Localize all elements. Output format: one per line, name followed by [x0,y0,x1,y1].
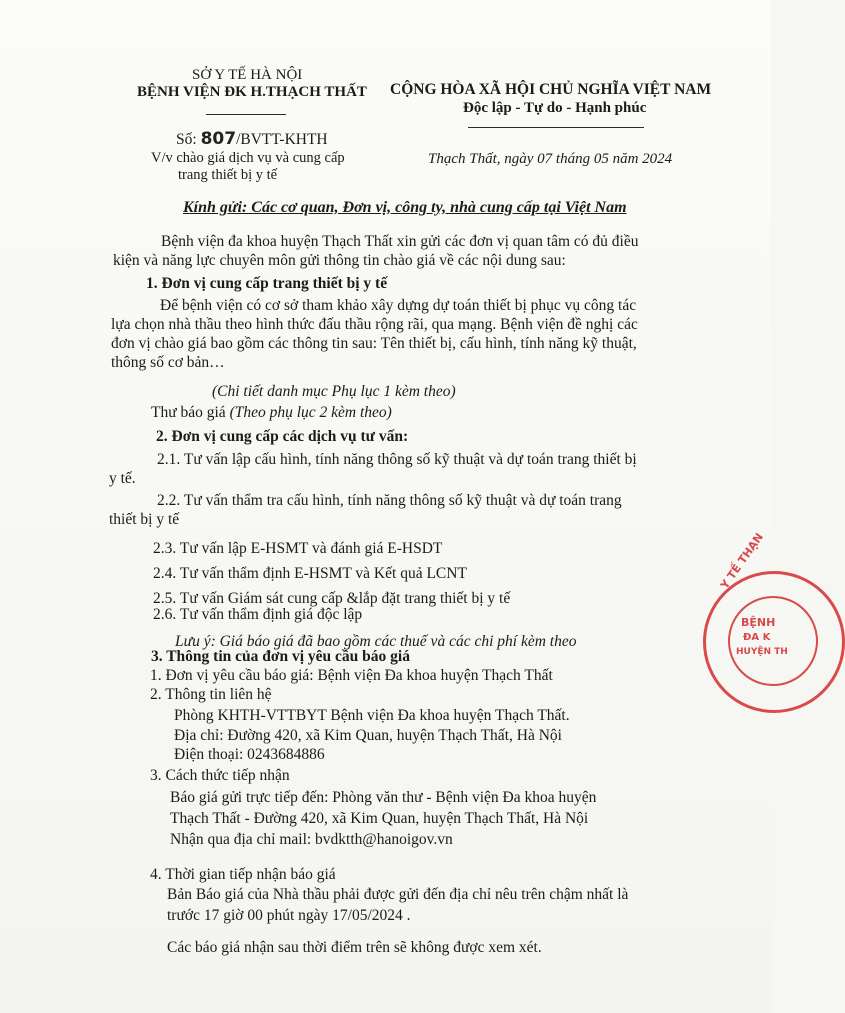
section-1-line-3: đơn vị chào giá bao gồm các thông tin sau: Tên thiết bị, cấu hình, tính năng kỹ thuật, [111,335,637,352]
stamp-text-3: HUYỆN TH [736,647,788,657]
receive-line-2: Thạch Thất - Đường 420, xã Kim Quan, huyện Thạch Thất, Hà Nội [170,810,589,827]
receive-email: Nhận qua địa chỉ mail: bvdktth@hanoigov.vn [170,831,453,848]
stamp-inner-ring [728,596,818,686]
time-line-2: trước 17 giờ 00 phút ngày 17/05/2024 . [167,907,411,924]
time-line-3: Các báo giá nhận sau thời điểm trên sẽ không được xem xét. [167,939,542,956]
section-1-note: (Chi tiết danh mục Phụ lục 1 kèm theo) [212,383,456,400]
section-2-note: Lưu ý: Giá báo giá đã bao gồm các thuế và các chi phí kèm theo [175,633,577,650]
subject-line-1: V/v chào giá dịch vụ và cung cấp [151,150,345,166]
info-item-1: 1. Đơn vị yêu cầu báo giá: Bệnh viện Đa khoa huyện Thạch Thất [150,667,553,684]
stamp-text-2: ĐA K [743,632,771,643]
stamp-top-text: Y TẾ THẠN [718,530,766,592]
ministry-name: SỞ Y TẾ HÀ NỘI [192,67,303,83]
section-2-title: 2. Đơn vị cung cấp các dịch vụ tư vấn: [156,428,409,445]
number-prefix: Số: [176,131,197,148]
contact-department: Phòng KHTH-VTTBYT Bệnh viện Đa khoa huyện Thạch Thất. [174,707,570,724]
handwritten-number: 807 [200,129,237,149]
info-item-4: 4. Thời gian tiếp nhận báo giá [150,866,336,883]
service-2-1-line-1: 2.1. Tư vấn lập cấu hình, tính năng thông số kỹ thuật và dự toán trang thiết bị [157,451,637,468]
service-2-6: 2.6. Tư vấn thẩm định giá độc lập [153,606,363,623]
section-3-title: 3. Thông tin của đơn vị yêu cầu báo giá [151,648,410,665]
service-2-5: 2.5. Tư vấn Giám sát cung cấp &lắp đặt trang thiết bị y tế [153,590,511,607]
recipient-line: Kính gửi: Các cơ quan, Đơn vị, công ty, nhà cung cấp tại Việt Nam [183,199,627,216]
quote-label: Thư báo giá [151,404,230,421]
section-1-title: 1. Đơn vị cung cấp trang thiết bị y tế [146,275,388,292]
header-right-rule [468,127,644,128]
header-left-rule [206,114,286,115]
quote-letter-line [151,404,392,422]
service-2-3: 2.3. Tư vấn lập E-HSMT và đánh giá E-HSDT [153,540,443,557]
official-stamp [703,530,845,713]
service-2-2-line-2: thiết bị y tế [109,511,180,528]
stamp-text-1: BỆNH [741,616,776,629]
section-1-line-4: thông số cơ bản… [111,354,225,371]
contact-address: Địa chỉ: Đường 420, xã Kim Quan, huyện Thạch Thất, Hà Nội [174,727,562,744]
section-1-line-2: lựa chọn nhà thầu theo hình thức đấu thầu rộng rãi, qua mạng. Bệnh viện đề nghị các [111,316,638,333]
subject-line-2: trang thiết bị y tế [178,167,278,183]
service-2-4: 2.4. Tư vấn thẩm định E-HSMT và Kết quả LCNT [153,565,467,582]
receive-line-1: Báo giá gửi trực tiếp đến: Phòng văn thư - Bệnh viện Đa khoa huyện [170,789,597,806]
service-2-1-line-2: y tế. [109,470,136,487]
place-date: Thạch Thất, ngày 07 tháng 05 năm 2024 [428,151,673,167]
service-2-2-line-1: 2.2. Tư vấn thẩm tra cấu hình, tính năng thông số kỹ thuật và dự toán trang [157,492,622,509]
time-line-1: Bản Báo giá của Nhà thầu phải được gửi đến địa chỉ nêu trên chậm nhất là [167,886,629,903]
motto: Độc lập - Tự do - Hạnh phúc [463,100,647,116]
contact-phone: Điện thoại: 0243684886 [174,746,325,763]
hospital-name: BỆNH VIỆN ĐK H.THẠCH THẤT [137,84,367,100]
section-1-line-1: Để bệnh viện có cơ sở tham khảo xây dựng dự toán thiết bị phục vụ công tác [160,297,637,314]
country-name: CỘNG HÒA XÃ HỘI CHỦ NGHĨA VIỆT NAM [390,81,712,98]
quote-note: (Theo phụ lục 2 kèm theo) [229,404,392,421]
info-item-3: 3. Cách thức tiếp nhận [150,767,290,784]
document-number [176,130,328,149]
info-item-2: 2. Thông tin liên hệ [150,686,272,703]
intro-line-1: Bệnh viện đa khoa huyện Thạch Thất xin gửi các đơn vị quan tâm có đủ điều [161,233,639,250]
intro-line-2: kiện và năng lực chuyên môn gửi thông tin chào giá về các nội dung sau: [113,252,566,269]
number-suffix: /BVTT-KHTH [236,131,328,148]
